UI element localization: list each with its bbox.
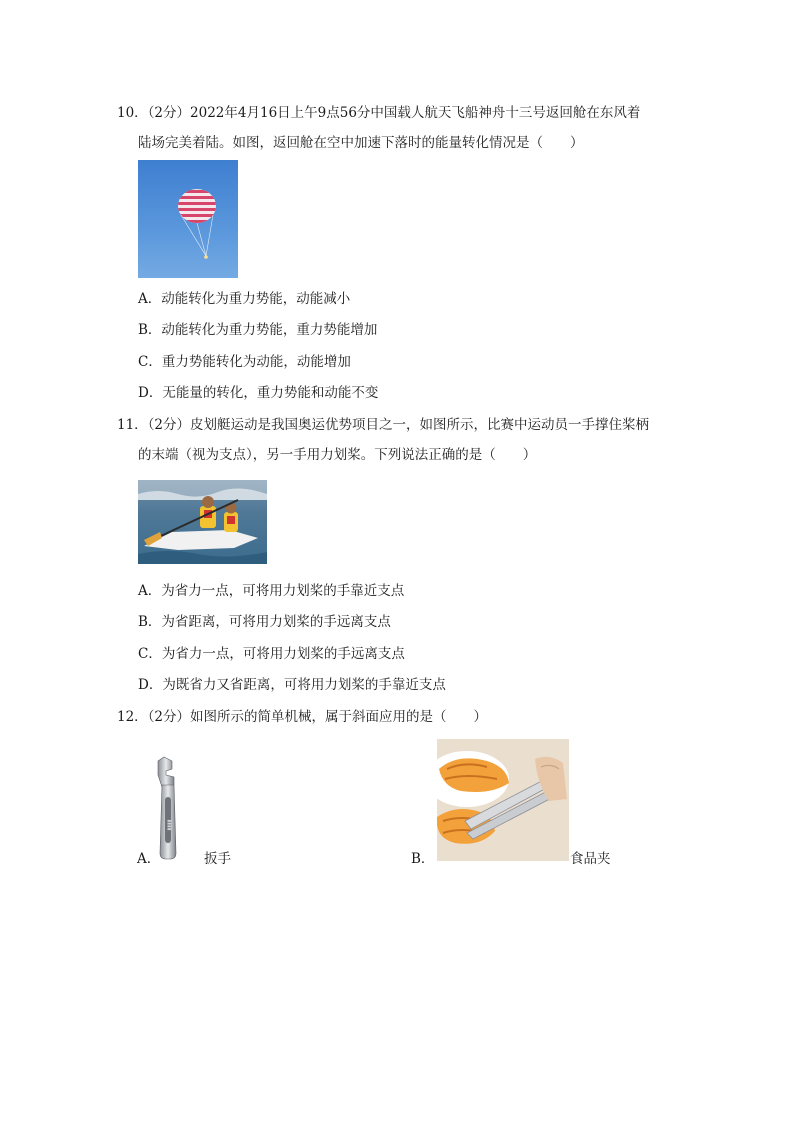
option-10d: D．无能量的转化，重力势能和动能不变 — [138, 385, 379, 401]
kayak-athletes-icon — [138, 480, 267, 564]
option-10a: A．动能转化为重力势能，动能减小 — [138, 291, 351, 307]
parachute-icon — [138, 160, 238, 278]
svg-text:▮▮▮▮: ▮▮▮▮ — [166, 819, 172, 831]
food-tongs-icon — [437, 739, 569, 861]
option-11d: D．为既省力又省距离，可将用力划桨的手靠近支点 — [138, 677, 446, 693]
option-12a-label: 扳手 — [204, 851, 231, 867]
option-12b-label: 食品夹 — [570, 851, 611, 867]
question-11-stem-line1 — [117, 416, 649, 434]
question-12-stem — [117, 708, 487, 726]
question-number: 12． — [117, 709, 148, 725]
kayak-image — [138, 480, 267, 564]
question-stem: 如图所示的简单机械，属于斜面应用的是（ ） — [190, 709, 488, 725]
parachute-capsule-image — [138, 160, 238, 278]
wrench-icon — [152, 755, 198, 863]
question-stem: 2022年4月16日上午9点56分中国载人航天飞船神舟十三号返回舱在东风着 — [190, 105, 641, 121]
question-stem: 皮划艇运动是我国奥运优势项目之一，如图所示，比赛中运动员一手撑住桨柄 — [190, 417, 650, 433]
option-12a-letter: A． — [137, 851, 161, 867]
option-11c: C．为省力一点，可将用力划桨的手远离支点 — [138, 646, 405, 662]
question-11-stem-line2: 的末端（视为支点），另一手用力划桨。下列说法正确的是（ ） — [138, 447, 537, 463]
wrench-image — [152, 755, 198, 863]
question-score: （2分） — [147, 709, 191, 725]
food-tongs-image — [437, 739, 569, 861]
question-10-stem-line2: 陆场完美着陆。如图，返回舱在空中加速下落时的能量转化情况是（ ） — [138, 135, 584, 151]
question-number: 11． — [117, 417, 148, 433]
option-11b: B．为省距离，可将用力划桨的手远离支点 — [138, 614, 391, 630]
question-score: （2分） — [147, 417, 191, 433]
option-10c: C．重力势能转化为动能，动能增加 — [138, 354, 351, 370]
question-score: （2分） — [147, 105, 191, 121]
question-10-stem-line1 — [117, 104, 640, 122]
option-12b-letter: B． — [411, 851, 435, 867]
question-number: 10． — [117, 105, 148, 121]
option-11a: A．为省力一点，可将用力划桨的手靠近支点 — [138, 583, 405, 599]
option-10b: B．动能转化为重力势能，重力势能增加 — [138, 322, 378, 338]
